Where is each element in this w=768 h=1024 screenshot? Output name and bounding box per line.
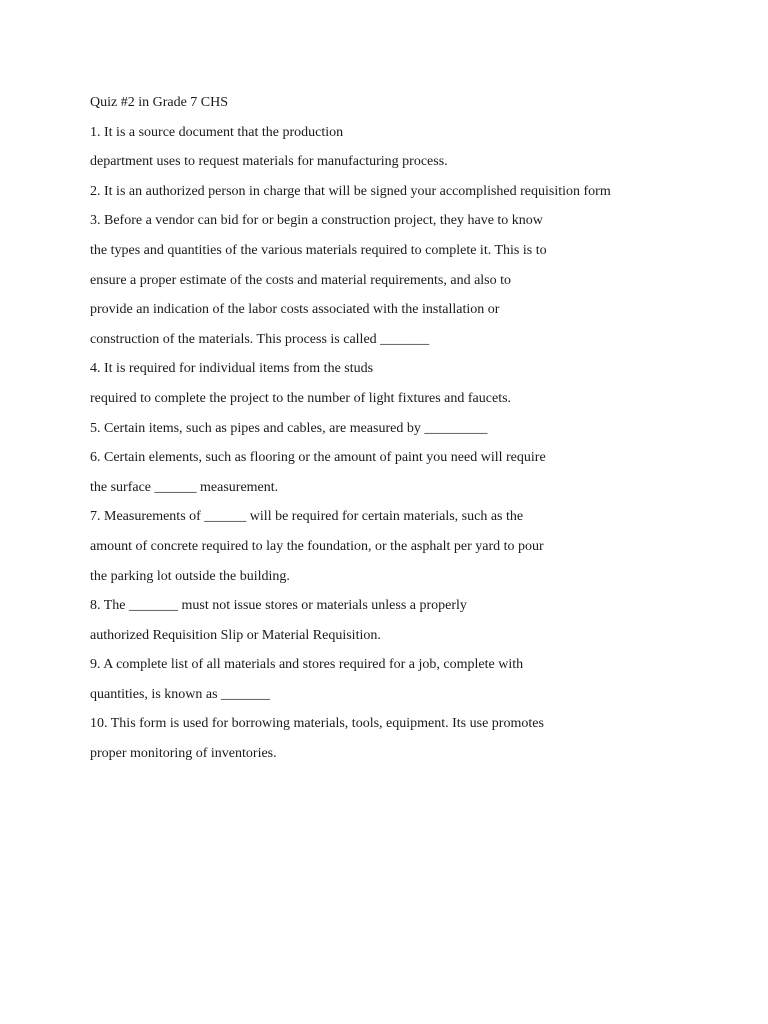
question-10-line-1: 10. This form is used for borrowing materials, tools, equipment. Its use promotes bbox=[90, 716, 544, 732]
question-1-line-2: department uses to request materials for manufacturing process. bbox=[90, 154, 448, 170]
question-5-line-1: 5. Certain items, such as pipes and cables, are measured by _________ bbox=[90, 420, 488, 436]
question-2-line-1: 2. It is an authorized person in charge that will be signed your accomplished requisition form bbox=[90, 183, 611, 199]
question-7-line-1: 7. Measurements of ______ will be required for certain materials, such as the bbox=[90, 509, 524, 525]
question-7-line-2: amount of concrete required to lay the foundation, or the asphalt per yard to pour bbox=[90, 538, 544, 554]
question-3-line-5: construction of the materials. This process is called _______ bbox=[90, 331, 430, 347]
question-8-line-2: authorized Requisition Slip or Material Requisition. bbox=[90, 627, 381, 643]
question-3-line-4: provide an indication of the labor costs associated with the installation or bbox=[90, 302, 500, 318]
question-6-line-2: the surface ______ measurement. bbox=[90, 479, 279, 495]
question-4-line-2: required to complete the project to the number of light fixtures and faucets. bbox=[90, 390, 512, 406]
quiz-document bbox=[90, 91, 730, 772]
question-7-line-3: the parking lot outside the building. bbox=[90, 568, 290, 584]
question-6-line-1: 6. Certain elements, such as flooring or the amount of paint you need will require bbox=[90, 450, 546, 466]
question-10-line-2: proper monitoring of inventories. bbox=[90, 746, 277, 762]
question-3-line-3: ensure a proper estimate of the costs and material requirements, and also to bbox=[90, 272, 512, 288]
question-3-line-2: the types and quantities of the various materials required to complete it. This is to bbox=[90, 242, 547, 258]
question-4-line-1: 4. It is required for individual items from the studs bbox=[90, 361, 374, 377]
question-3-line-1: 3. Before a vendor can bid for or begin a construction project, they have to know bbox=[90, 213, 543, 229]
quiz-title: Quiz #2 in Grade 7 CHS bbox=[90, 95, 229, 110]
question-9-line-1: 9. A complete list of all materials and stores required for a job, complete with bbox=[90, 657, 524, 673]
question-9-line-2: quantities, is known as _______ bbox=[90, 686, 271, 702]
question-8-line-1: 8. The _______ must not issue stores or materials unless a properly bbox=[90, 598, 467, 614]
question-1-line-1: 1. It is a source document that the production bbox=[90, 124, 344, 140]
